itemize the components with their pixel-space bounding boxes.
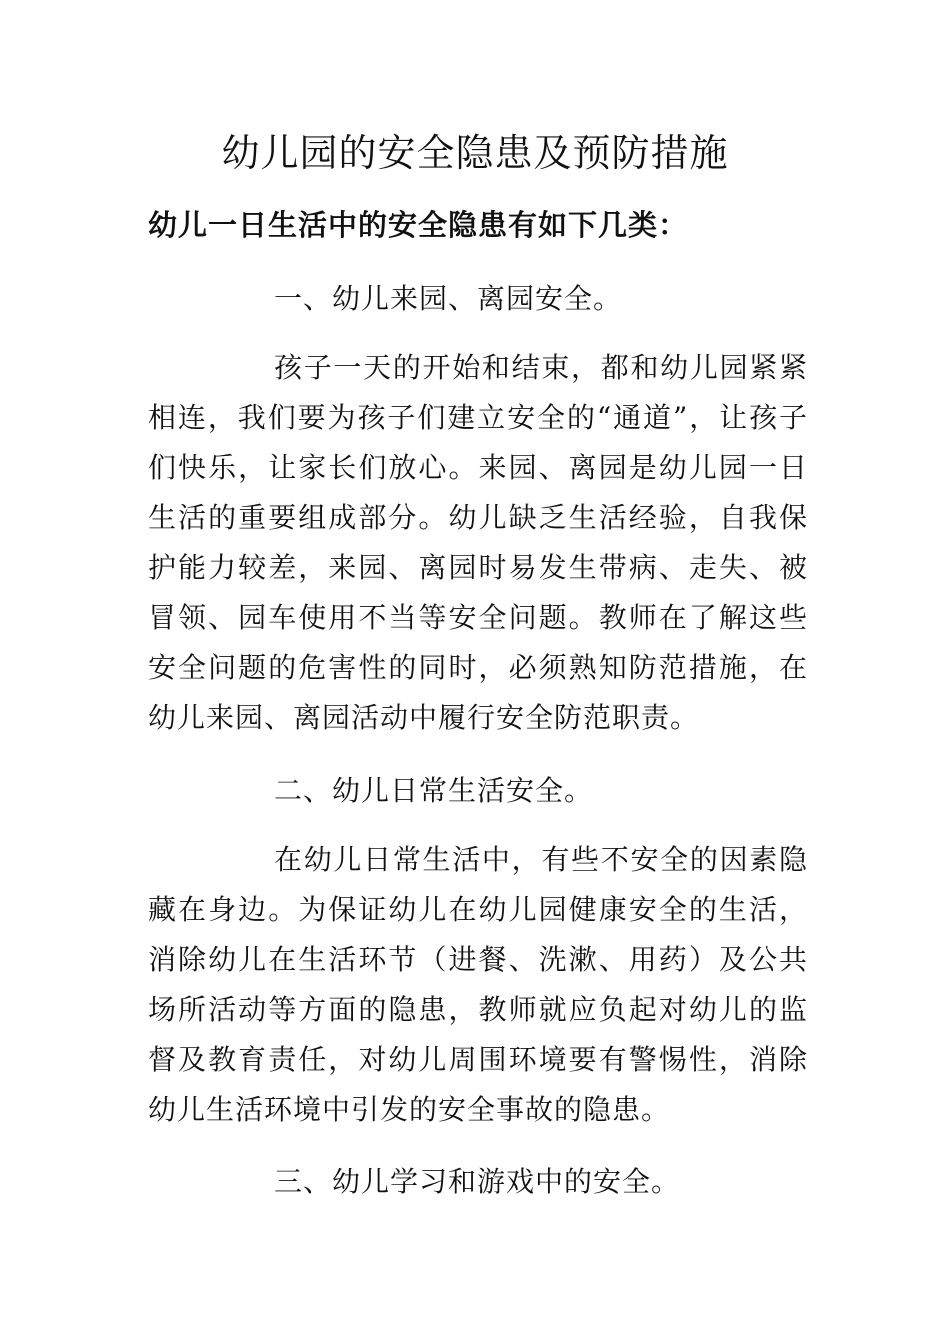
section-heading-2: 二、幼儿日常生活安全。 bbox=[274, 774, 594, 807]
document-subtitle: 幼儿一日生活中的安全隐患有如下几类： bbox=[148, 208, 689, 242]
document-title: 幼儿园的安全隐患及预防措施 bbox=[221, 131, 729, 175]
section-body-2: 在幼儿日常生活中，有些不安全的因素隐藏在身边。为保证幼儿在幼儿园健康安全的生活，消除幼儿在生活环节（进餐、洗漱、用药）及公共场所活动等方面的隐患，教师就应负起对幼儿的监督及教育责任，对幼儿周围环境要有警惕性，消除幼儿生活环境中引发的安全事故的隐患。 bbox=[148, 843, 808, 1126]
section-heading-3: 三、幼儿学习和游戏中的安全。 bbox=[274, 1165, 681, 1198]
section-body-1: 孩子一天的开始和结束，都和幼儿园紧紧相连，我们要为孩子们建立安全的“通道”，让孩子们快乐，让家长们放心。来园、离园是幼儿园一日生活的重要组成部分。幼儿缺乏生活经验，自我保护能力较差，来园、离园时易发生带病、走失、被冒领、园车使用不当等安全问题。教师在了解这些安全问题的危害性的同时，必须熟知防范措施，在幼儿来园、离园活动中履行安全防范职责。 bbox=[148, 351, 808, 734]
section-heading-1: 一、幼儿来园、离园安全。 bbox=[274, 282, 623, 315]
